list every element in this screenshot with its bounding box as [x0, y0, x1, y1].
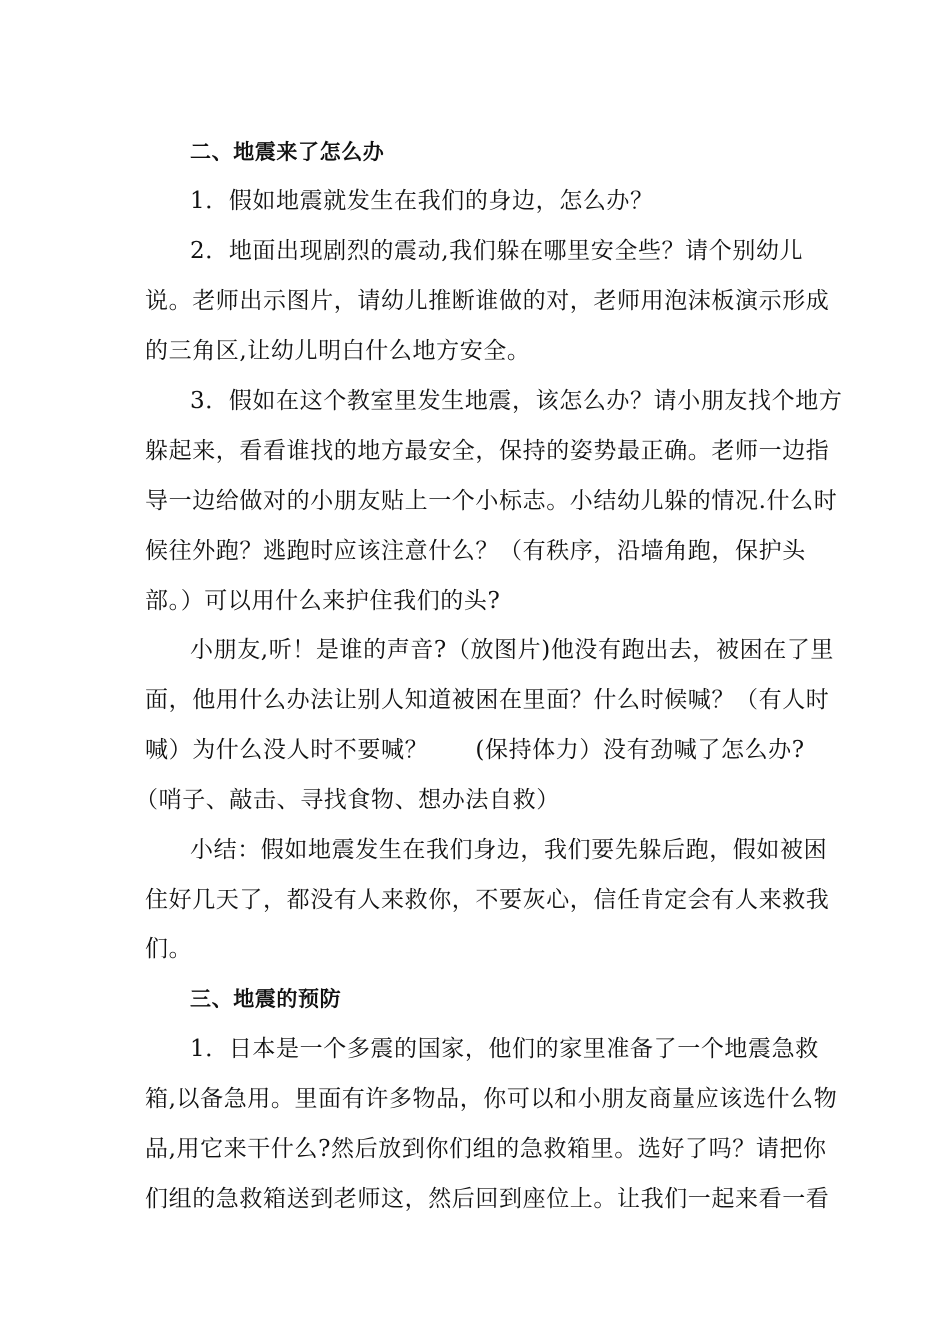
paragraph-line: 的三角区,让幼儿明白什么地方安全。	[145, 338, 531, 364]
paragraph-line: 小结：假如地震发生在我们身边，我们要先躲后跑，假如被困	[190, 837, 828, 863]
section-heading-earthquake-prevention: 三、地震的预防	[190, 987, 342, 1011]
paragraph-line: 候往外跑？逃跑时应该注意什么？（有秩序，沿墙角跑，保护头	[145, 538, 806, 564]
paragraph-line: 2．地面出现剧烈的震动,我们躲在哪里安全些？请个别幼儿	[190, 238, 804, 264]
paragraph-line: 面，他用什么办法让别人知道被困在里面？什么时候喊？（有人时	[145, 687, 830, 713]
paragraph-line: 导一边给做对的小朋友贴上一个小标志。小结幼儿躲的情况.什么时	[145, 488, 838, 514]
paragraph-line: 1．日本是一个多震的国家，他们的家里准备了一个地震急救	[190, 1036, 819, 1062]
paragraph-line: 箱,以备急用。里面有许多物品，你可以和小朋友商量应该选什么物	[145, 1086, 838, 1112]
paragraph-line: 们。	[145, 936, 193, 962]
paragraph-line: 喊）为什么没人时不要喊？ (保持体力）没有劲喊了怎么办?	[145, 737, 805, 763]
paragraph-line: 部。）可以用什么来护住我们的头?	[145, 588, 501, 614]
paragraph-line: 小朋友,听！是谁的声音?（放图片)他没有跑出去，被困在了里	[190, 637, 835, 663]
paragraph-line: 说。老师出示图片，请幼儿推断谁做的对，老师用泡沫板演示形成	[145, 288, 830, 314]
paragraph-line: （哨子、敲击、寻找食物、想办法自救）	[135, 787, 560, 813]
paragraph-line: 躲起来，看看谁找的地方最安全，保持的姿势最正确。老师一边指	[145, 438, 830, 464]
paragraph-line: 品,用它来干什么?然后放到你们组的急救箱里。选好了吗？请把你	[145, 1136, 827, 1162]
paragraph-line: 住好几天了，都没有人来救你，不要灰心，信任肯定会有人来救我	[145, 887, 830, 913]
paragraph-line: 们组的急救箱送到老师这，然后回到座位上。让我们一起来看一看	[145, 1186, 830, 1212]
paragraph-line: 3．假如在这个教室里发生地震，该怎么办？请小朋友找个地方	[190, 388, 843, 414]
section-heading-earthquake-response: 二、地震来了怎么办	[190, 140, 385, 164]
paragraph-line: 1．假如地震就发生在我们的身边，怎么办？	[190, 188, 654, 214]
